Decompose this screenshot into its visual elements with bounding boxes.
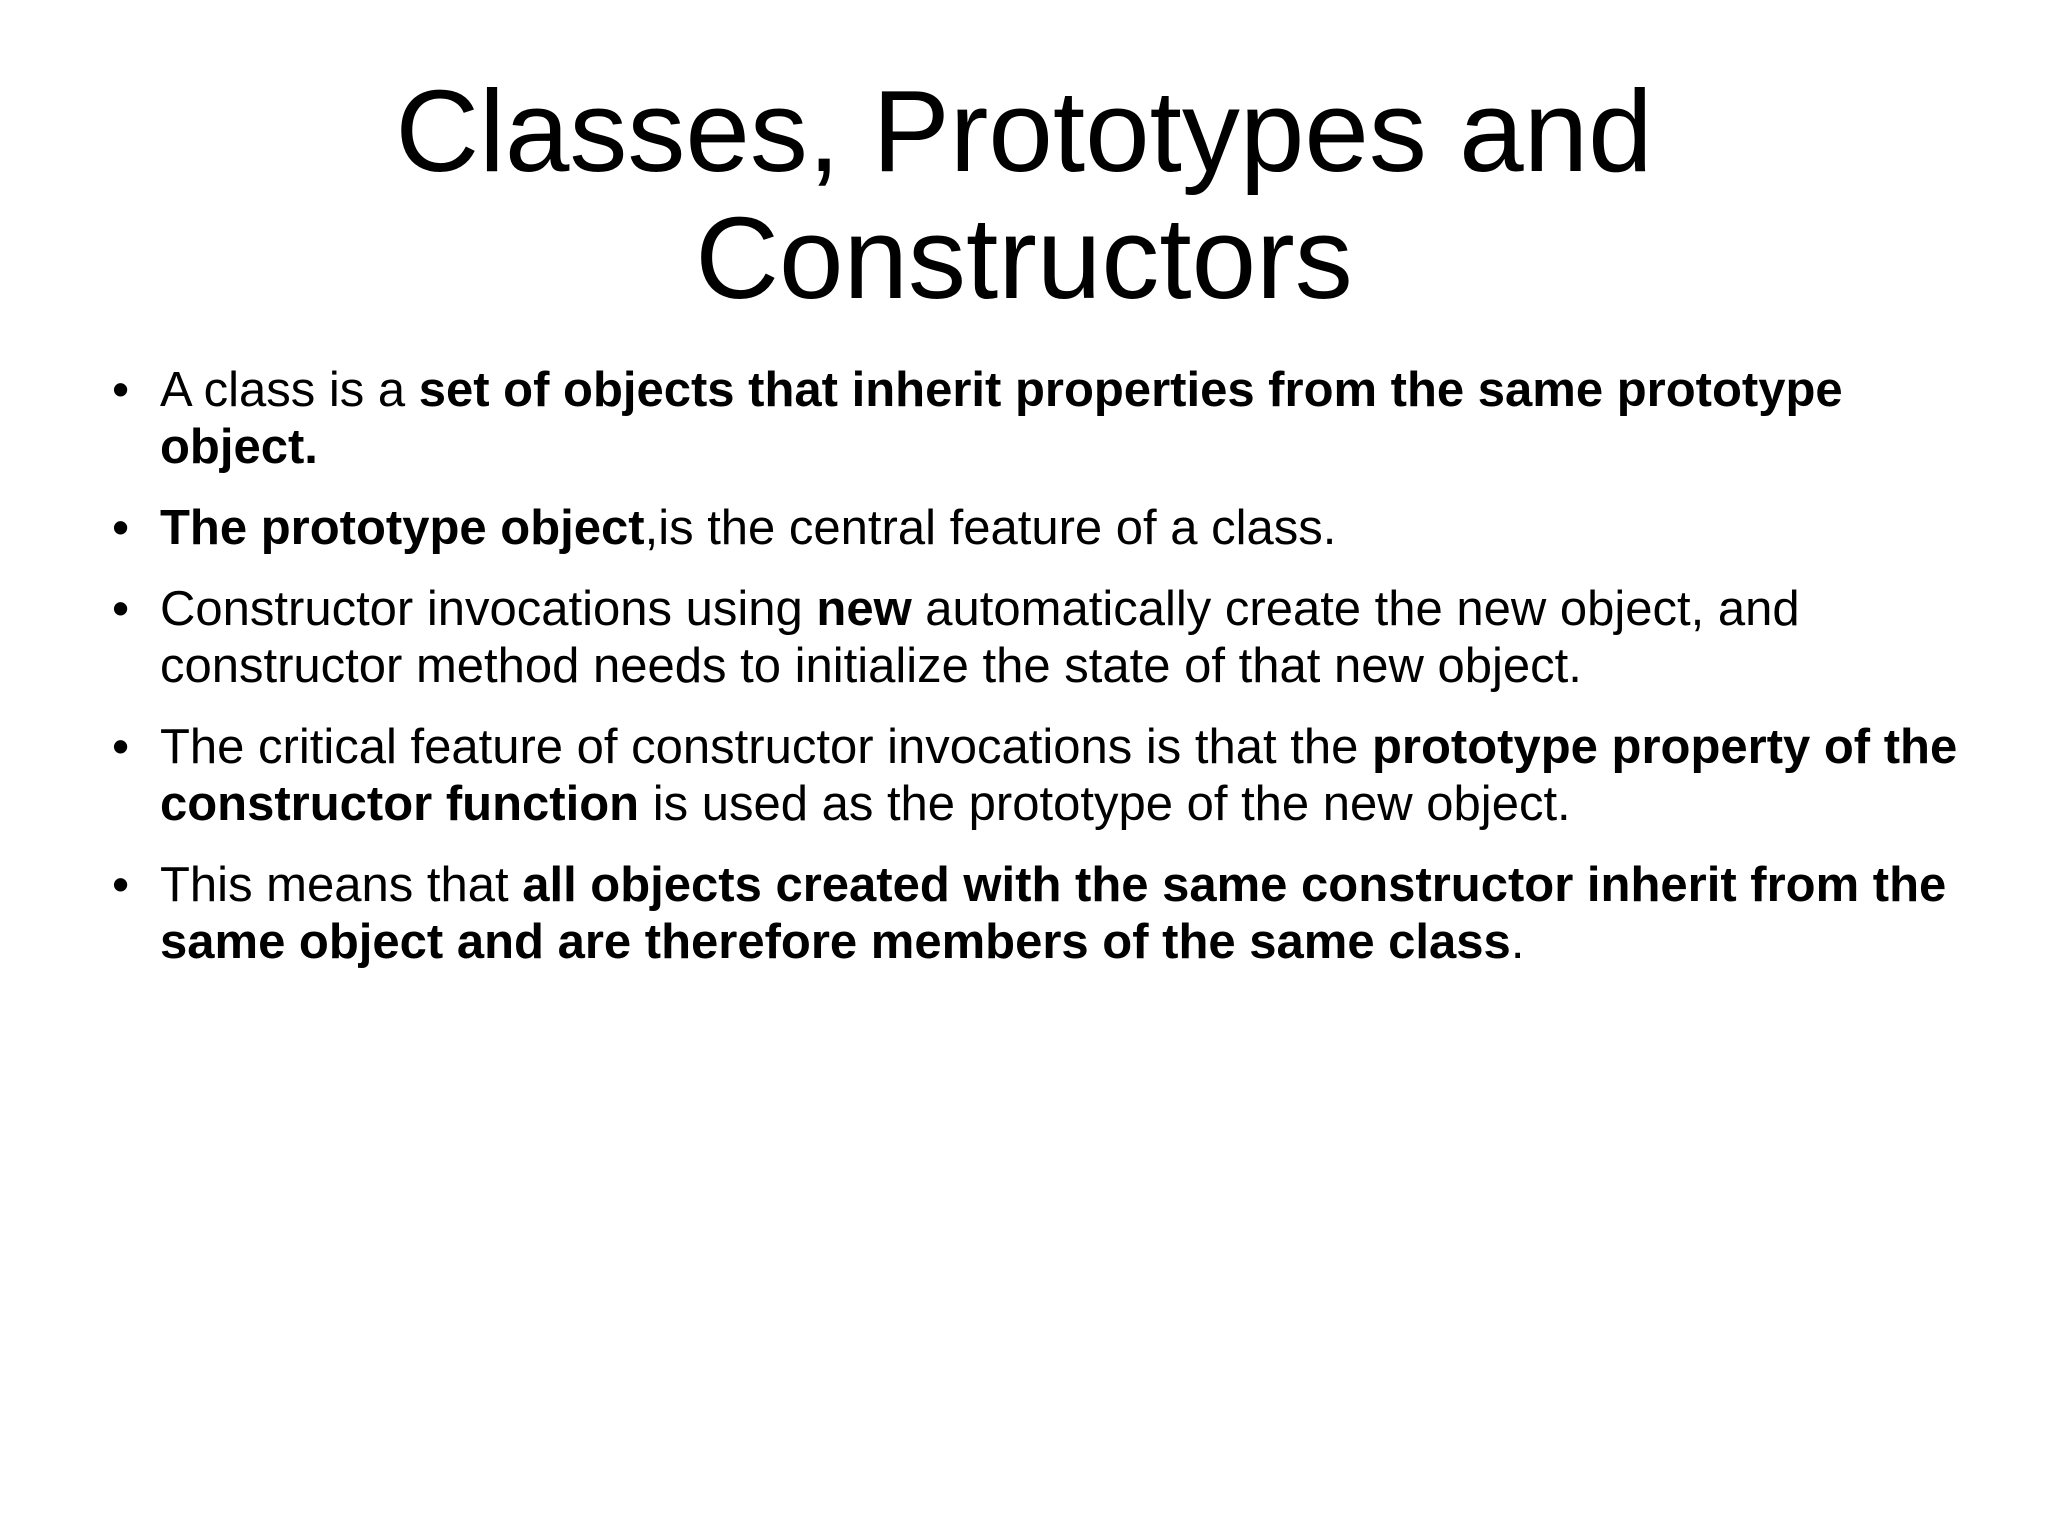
title-line-1: Classes, Prototypes and [395, 66, 1653, 196]
bullet-item [112, 857, 1962, 971]
bullet-dot-icon: • [112, 582, 130, 636]
bullet-item [112, 500, 1962, 557]
bullet-text-segment: A class is a [160, 363, 419, 417]
bullet-dot-icon: • [112, 858, 130, 912]
slide-title [200, 68, 1848, 322]
bullet-item [112, 719, 1962, 833]
bullet-text-bold-segment: all objects created with the same constructor inherit from the same object and are therefore members of the same class [160, 858, 1947, 969]
bullet-text-segment: Constructor invocations using [160, 582, 817, 636]
bullet-text-segment: This means that [160, 858, 523, 912]
bullet-item [112, 362, 1962, 476]
bullet-text-segment: is used as the prototype of the new object. [639, 777, 1571, 831]
bullet-dot-icon: • [112, 363, 130, 417]
bullet-dot-icon: • [112, 720, 130, 774]
bullet-text-segment: The critical feature of constructor invocations is that the [160, 720, 1372, 774]
bullet-text-segment: automatically create the new object, and constructor method needs to initialize the state of that new object. [160, 582, 1800, 693]
bullet-text-bold-segment: prototype property of the constructor function [160, 720, 1958, 831]
bullet-text-bold-segment: The prototype object [160, 501, 645, 555]
title-line-2: Constructors [695, 193, 1353, 323]
bullet-text-bold-segment: set of objects that inherit properties from the same prototype object. [160, 363, 1843, 474]
bullet-text-segment: ,is the central feature of a class. [644, 501, 1337, 555]
bullet-item [112, 581, 1962, 695]
bullet-list [112, 362, 1962, 995]
bullet-text-segment: . [1510, 915, 1525, 969]
bullet-dot-icon: • [112, 501, 130, 555]
bullet-text-bold-segment: new [816, 582, 912, 636]
